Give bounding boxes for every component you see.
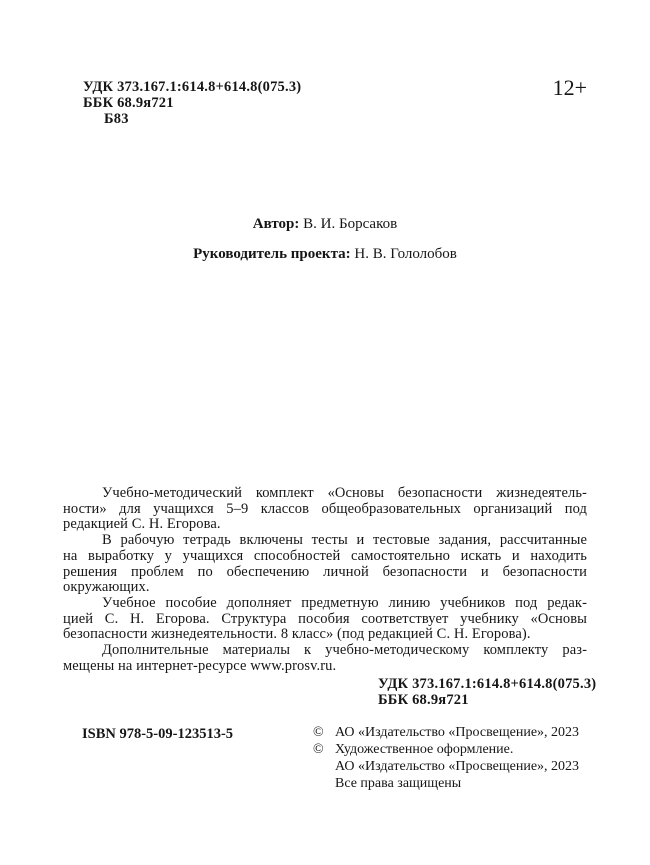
credit-person-name: Н. В. Гололобов [350,246,457,262]
bbk-code-bottom: ББК 68.9я721 [378,692,469,708]
annotation-line: В рабочую тетрадь включены тесты и тестовые задания, рассчитанные [102,532,587,549]
classification-codes-top [83,79,301,127]
copyright-text: АО «Издательство «Просвещение», 2023 [335,725,580,740]
credit-person-name: В. И. Борсаков [299,216,398,232]
copyright-mark: © [313,725,324,740]
annotation-line: на выработку у учащихся способностей самостоятельно искать и находить [63,547,587,564]
copyright-line [313,759,579,776]
copyright-text: Все права защищены [335,775,462,791]
annotation-paragraph [63,643,587,674]
annotation-line: безопасности жизнедеятельности. 8 класс» (под редакцией С. Н. Егорова). [63,626,531,643]
credit-line [0,246,650,263]
copyright-mark [313,776,335,793]
annotation-line: ности» для учащихся 5–9 классов общеобразовательных организаций под [63,500,587,517]
copyright-line [313,725,579,742]
annotation-line: Учебно-методический комплект «Основы безопасности жизнедеятель- [102,485,587,501]
copyright-text: Художественное оформление. [335,741,514,757]
copyright-text: АО «Издательство «Просвещение», 2023 [335,758,580,774]
bbk-code: ББК 68.9я721 [83,95,174,111]
udk-code-bottom: УДК 373.167.1:614.8+614.8(075.3) [378,676,597,692]
copyright-line [313,742,579,759]
annotation-line: Дополнительные материалы к учебно-методическому комплекту раз- [102,642,587,659]
credits [0,216,650,263]
annotation-paragraph [63,533,587,596]
annotation-line: окружающих. [63,579,150,596]
classification-codes-bottom [378,676,596,708]
credit-role-label: Руководитель проекта: [193,246,351,262]
annotation-paragraph [63,486,587,533]
annotation-line: цией С. Н. Егорова. Структура пособия соответствует учебнику «Основы [63,610,587,627]
annotation-line: решения проблем по обеспечению личной безопасности и безопасности [63,563,587,580]
udk-code: УДК 373.167.1:614.8+614.8(075.3) [83,79,302,95]
copyright-block [313,725,579,793]
age-rating-badge: 12+ [552,75,587,100]
annotation-line: Учебное пособие дополняет предметную линию учебников под редак- [102,594,587,611]
annotation-line: редакцией С. Н. Егорова. [63,516,221,533]
copyright-mark: © [313,741,324,757]
annotation-line: мещены на интернет-ресурсе www.prosv.ru. [63,657,337,674]
annotation [63,486,587,674]
credit-role-label: Автор: [252,216,300,232]
annotation-paragraph [63,596,587,643]
credit-line [0,216,650,233]
isbn: ISBN 978-5-09-123513-5 [82,726,234,742]
book-authors-code: Б83 [104,111,129,127]
copyright-line [313,776,579,793]
copyright-mark [313,759,335,776]
